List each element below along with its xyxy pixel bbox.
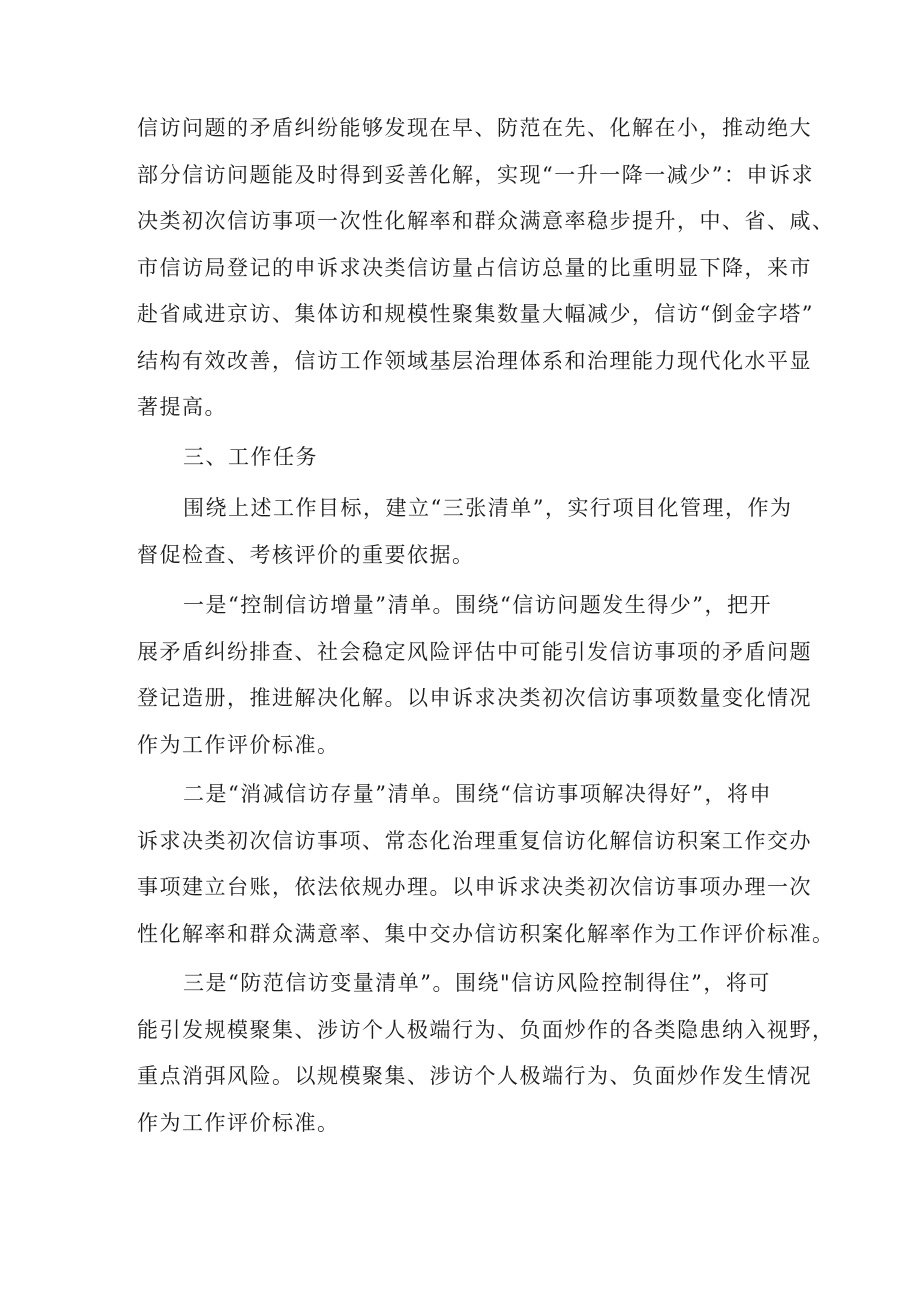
text-line-17: 事项建立台账，依法依规办理。以申诉求决类初次信访事项办理一次 [137,875,812,899]
text-line-2: 部分信访问题能及时得到妥善化解，实现“一升一降一减少”：申诉求 [137,163,814,187]
text-line-16: 诉求决类初次信访事项、常态化治理重复信访化解信访积案工作交办 [137,829,812,853]
section-heading: 三、工作任务 [183,445,318,469]
text-line-14: 作为工作评价标准。 [137,733,340,757]
text-line-3: 决类初次信访事项一次性化解率和群众满意率稳步提升，中、省、咸、 [137,209,835,233]
text-line-21: 重点消弭风险。以规模聚集、涉访个人极端行为、负面炒作发生情况 [137,1064,812,1088]
text-line-10: 督促检查、考核评价的重要依据。 [137,543,475,567]
text-line-9: 围绕上述工作目标，建立“三张清单”，实行项目化管理，作为 [183,496,793,520]
text-line-19: 三是“防范信访变量清单”。围绕"信访风险控制得住”，将可 [183,971,771,995]
text-line-12: 展矛盾纠纷排查、社会稳定风险评估中可能引发信访事项的矛盾问题 [137,640,812,664]
text-line-1: 信访问题的矛盾纠纷能够发现在早、防范在先、化解在小，推动绝大 [137,116,812,140]
text-line-4: 市信访局登记的申诉求决类信访量占信访总量的比重明显下降，来市 [137,256,812,280]
text-line-13: 登记造册，推进解决化解。以申诉求决类初次信访事项数量变化情况 [137,686,812,710]
text-line-22: 作为工作评价标准。 [137,1111,340,1135]
text-line-5: 赴省咸进京访、集体访和规模性聚集数量大幅减少，信访“倒金字塔” [137,302,814,326]
text-line-15: 二是“消减信访存量”清单。围绕“信访事项解决得好”，将申 [183,782,772,806]
text-line-11: 一是“控制信访增量”清单。围绕“信访问题发生得少”，把开 [183,593,772,617]
text-line-18: 性化解率和群众满意率、集中交办信访积案化解率作为工作评价标准。 [137,922,835,946]
text-line-20: 能引发规模聚集、涉访个人极端行为、负面炒作的各类隐患纳入视野， [137,1018,835,1042]
text-line-6: 结构有效改善，信访工作领域基层治理体系和治理能力现代化水平显 [137,349,812,373]
text-line-7: 著提高。 [137,395,227,419]
